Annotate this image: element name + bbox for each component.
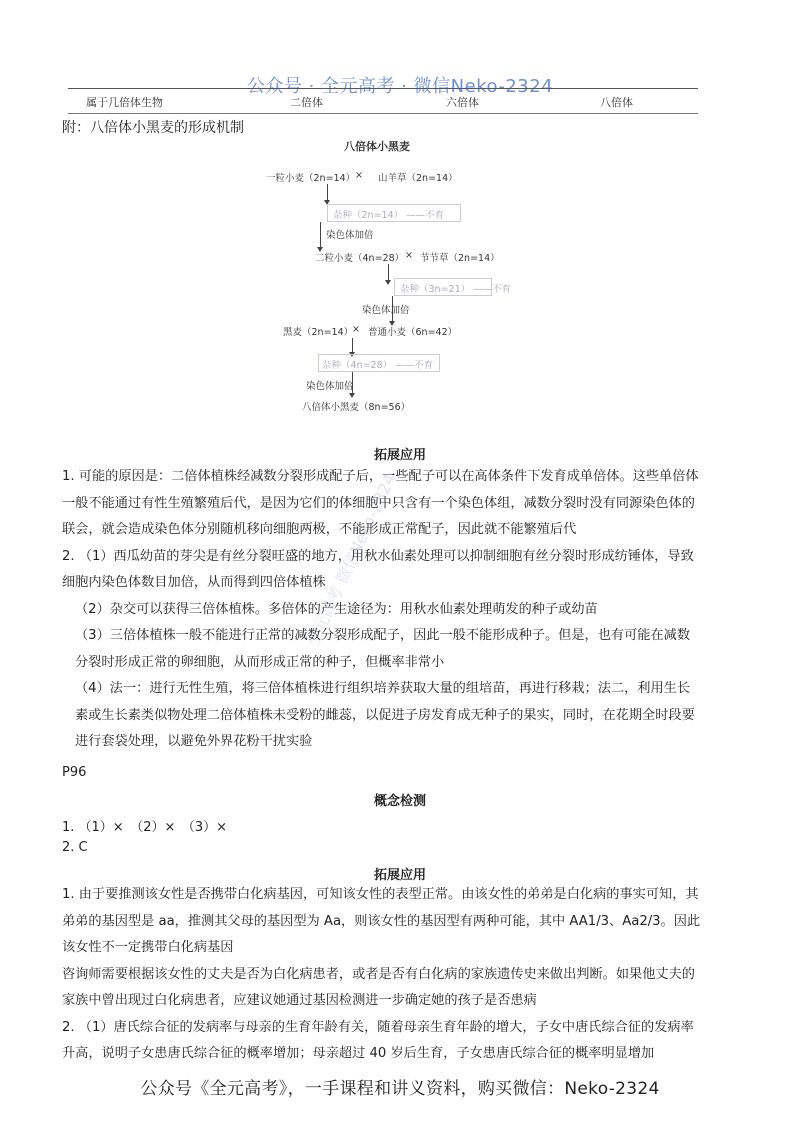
parent-label: 黑麦（2n=14）	[283, 327, 354, 338]
top-watermark: 公众号 · 全元高考 · 微信Neko-2324	[246, 76, 554, 97]
answer-paragraph: 2. （1）唐氏综合征的发病率与母亲的生育年龄有关，随着母亲生育年龄的增大，子女中唐氏综合征的发病率升高，说明子女患唐氏综合征的概率增加；母亲超过 40 岁后生育，子女患唐氏综合征的概率明显增加	[62, 1019, 694, 1061]
diagram-title: 八倍体小黑麦	[344, 140, 410, 153]
parent-label: 节节草（2n=14）	[420, 253, 500, 264]
answer-paragraph: （3）三倍体植株一般不能进行正常的减数分裂形成配子，因此一般不能形成种子。但是，也有可能在减数分裂时形成正常的卵细胞，从而形成正常的种子，但概率非常小	[75, 628, 691, 670]
answer-paragraph: 1. 可能的原因是：二倍体植株经减数分裂形成配子后，一些配子可以在高体条件下发育成单倍体。这些单倍体一般不能通过有性生殖繁殖后代，是因为它们的体细胞中只含有一个染色体组，减数分裂时没有同源染色体的联会，就会造成染色体分别随机移向细胞两极，不能形成正常配子，因此就不能繁殖后代	[62, 469, 699, 537]
table-header-row	[68, 88, 698, 114]
parent-label: 一粒小麦（2n=14）	[266, 173, 356, 184]
flow-arrow-head	[385, 280, 391, 285]
cross-symbol: ×	[355, 170, 363, 181]
table-header-cell: 二倍体	[290, 96, 323, 109]
diagonal-watermark: 全元高考 微信Neko-2324	[302, 470, 400, 650]
result-label: 八倍体小黑麦（8n=56）	[302, 402, 411, 413]
answer-paragraph: （2）杂交可以获得三倍体植株。多倍体的产生途径为：用秋水仙素处理萌发的种子或幼苗	[75, 601, 598, 617]
parent-label: 普通小麦（6n=42）	[368, 327, 458, 338]
hybrid-label: 杂种（2n=14） ——不育	[333, 210, 445, 221]
answer-paragraph: 2. （1）西瓜幼苗的芽尖是有丝分裂旺盛的地方，用秋水仙素处理可以抑制细胞有丝分裂时形成纺锤体，导致细胞内染色体数目加倍，从而得到四倍体植株	[62, 548, 694, 590]
doubling-label: 染色体加倍	[306, 381, 354, 392]
answer-block	[62, 882, 702, 1068]
cross-symbol: ×	[352, 324, 360, 335]
section-title: 拓展应用	[373, 868, 426, 883]
page-number-label: P96	[62, 765, 87, 780]
parent-label: 二粒小麦（4n=28）	[315, 253, 405, 264]
parent-label: 山羊草（2n=14）	[378, 173, 458, 184]
flow-arrow-line	[320, 222, 321, 250]
hybrid-label: 杂种（4n=28） ——不育	[322, 360, 434, 371]
footer-promo: 公众号《全元高考》，一手课程和讲义资料，购买微信：Neko-2324	[140, 1079, 660, 1099]
triticale-formation-diagram	[0, 134, 800, 424]
answer-paragraph: （4）法一：进行无性生殖，将三倍体植株进行组织培养获取大量的组培苗，再进行移栽；法二，利用生长素或生长素类似物处理二倍体植株未受粉的雌蕊，以促进子房发育成无种子的果实，同时，在花期全时段要进行套袋处理，以避免外界花粉干扰实验	[75, 681, 695, 749]
answer-paragraph: 1. 由于要推测该女性是否携带白化病基因，可知该女性的表型正常。由该女性的弟弟是白化病的事实可知，其弟弟的基因型是 aa，推测其父母的基因型为 Aa，则该女性的基因型有两种可能，其中 AA1/3、Aa2/3。因此该女性不一定携带白化病基因	[62, 887, 701, 955]
answer-line: 2. C	[62, 840, 88, 855]
doubling-label: 染色体加倍	[326, 230, 374, 241]
table-header-cell: 属于几倍体生物	[86, 96, 163, 109]
table-header-cell: 六倍体	[446, 96, 479, 109]
answer-line: 1. （1）× （2）× （3）×	[62, 820, 228, 835]
flow-arrow-head	[349, 393, 355, 398]
section-title: 概念检测	[373, 794, 426, 809]
appendix-title: 附：八倍体小黑麦的形成机制	[62, 120, 244, 136]
doubling-label: 染色体加倍	[362, 305, 410, 316]
cross-symbol: ×	[405, 250, 413, 261]
table-header-cell: 八倍体	[600, 96, 633, 109]
answer-paragraph: 咨询师需要根据该女性的丈夫是否为白化病患者，或者是否有白化病的家族遗传史来做出判断。如果他丈夫的家族中曾出现过白化病患者，应建议她通过基因检测进一步确定她的孩子是否患病	[62, 966, 695, 1008]
section-title: 拓展应用	[373, 448, 426, 463]
hybrid-label: 杂种（3n=21） ——不育	[400, 284, 512, 295]
